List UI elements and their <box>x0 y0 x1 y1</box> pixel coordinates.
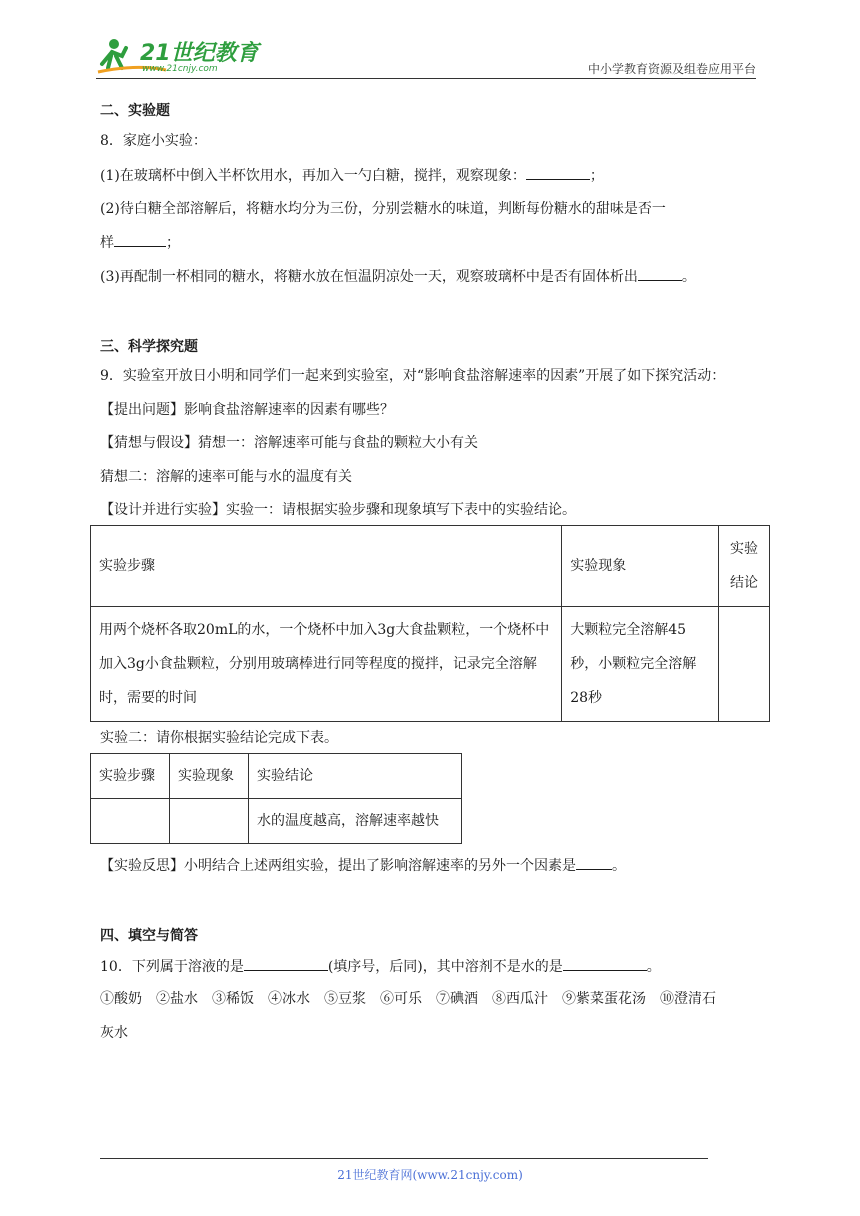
logo-url: www.21cnjy.com <box>142 64 218 74</box>
q9-stem: 9．实验室开放日小明和同学们一起来到实验室，对“影响食盐溶解速率的因素”开展了如下探究活动： <box>100 368 726 384</box>
answer-cell[interactable] <box>91 799 170 844</box>
q9-experiment2: 实验二：请你根据实验结论完成下表。 <box>100 730 338 746</box>
table-cell: 水的温度越高，溶解速率越快 <box>249 799 462 844</box>
answer-blank[interactable] <box>576 855 612 870</box>
header-cell: 实验步骤 <box>91 754 170 799</box>
header-cell: 实验现象 <box>170 754 249 799</box>
header-cell: 实验结论 <box>719 526 770 607</box>
q10-stem <box>100 956 661 977</box>
table-row <box>91 607 770 722</box>
table-cell: 大颗粒完全溶解45秒，小颗粒完全溶解28秒 <box>562 607 719 722</box>
q9-hypothesis1: 【猜想与假设】猜想一：溶解速率可能与食盐的颗粒大小有关 <box>100 435 478 451</box>
q9-design: 【设计并进行实验】实验一：请根据实验步骤和现象填写下表中的实验结论。 <box>100 502 576 518</box>
experiment1-table <box>90 525 770 722</box>
section-title-experiment: 二、实验题 <box>100 103 170 119</box>
answer-blank[interactable] <box>526 165 590 180</box>
answer-blank[interactable] <box>638 266 682 281</box>
platform-name: 中小学教育资源及组卷应用平台 <box>587 62 756 76</box>
q10-stem-b: (填序号，后同)，其中溶剂不是水的是 <box>327 959 563 975</box>
q9-question: 【提出问题】影响食盐溶解速率的因素有哪些？ <box>100 402 394 418</box>
q10-stem-end: 。 <box>646 959 661 975</box>
table-row <box>91 799 462 844</box>
q10-stem-a: 10．下列属于溶液的是 <box>100 959 244 975</box>
q8-part3 <box>100 266 696 287</box>
q10-options-line2: 灰水 <box>100 1025 128 1041</box>
section-title-fill: 四、填空与简答 <box>100 928 198 944</box>
q9-reflection-end: 。 <box>612 858 626 874</box>
q8-part3-text: (3)再配制一杯相同的糖水，将糖水放在恒温阴凉处一天，观察玻璃杯中是否有固体析出 <box>100 269 638 285</box>
table-header-row <box>91 754 462 799</box>
answer-blank[interactable] <box>114 232 166 247</box>
header-cell: 实验现象 <box>562 526 719 607</box>
q8-part2-end: ； <box>166 235 180 251</box>
section-title-inquiry: 三、科学探究题 <box>100 339 198 355</box>
footer-link[interactable]: 21世纪教育网(www.21cnjy.com) <box>337 1168 523 1182</box>
q8-part1 <box>100 165 604 186</box>
table-cell: 用两个烧杯各取20mL的水，一个烧杯中加入3g大食盐颗粒，一个烧杯中加入3g小食盐颗粒，分别用玻璃棒进行同等程度的搅拌，记录完全溶解时，需要的时间 <box>91 607 562 722</box>
answer-blank[interactable] <box>244 956 328 971</box>
q8-part2a: (2)待白糖全部溶解后，将糖水均分为三份，分别尝糖水的味道，判断每份糖水的甜味是否一 <box>100 201 666 217</box>
q9-reflection-text: 【实验反思】小明结合上述两组实验，提出了影响溶解速率的另外一个因素是 <box>100 858 576 874</box>
header-divider <box>96 78 756 79</box>
answer-blank[interactable] <box>563 956 647 971</box>
q8-stem: 8．家庭小实验： <box>100 133 207 149</box>
q8-part1-end: ； <box>589 168 604 184</box>
q8-part2b <box>100 232 180 253</box>
q9-reflection <box>100 855 626 876</box>
q8-part2b-text: 样 <box>100 235 114 251</box>
logo <box>96 34 266 80</box>
experiment2-table <box>90 753 462 844</box>
q8-part3-end: 。 <box>681 269 696 285</box>
logo-text: 21世纪教育 <box>140 41 259 66</box>
q8-part1-text: (1)在玻璃杯中倒入半杯饮用水，再加入一勺白糖，搅拌，观察现象： <box>100 168 526 184</box>
footer-divider <box>100 1158 708 1159</box>
answer-cell[interactable] <box>170 799 249 844</box>
q9-hypothesis2: 猜想二：溶解的速率可能与水的温度有关 <box>100 469 352 485</box>
q10-options-line1: ①酸奶 ②盐水 ③稀饭 ④冰水 ⑤豆浆 ⑥可乐 ⑦碘酒 ⑧西瓜汁 ⑨紫菜蛋花汤 ⑩澄清石 <box>100 991 716 1007</box>
table-header-row <box>91 526 770 607</box>
header-cell: 实验结论 <box>249 754 462 799</box>
answer-cell[interactable] <box>719 607 770 722</box>
header-cell: 实验步骤 <box>91 526 562 607</box>
